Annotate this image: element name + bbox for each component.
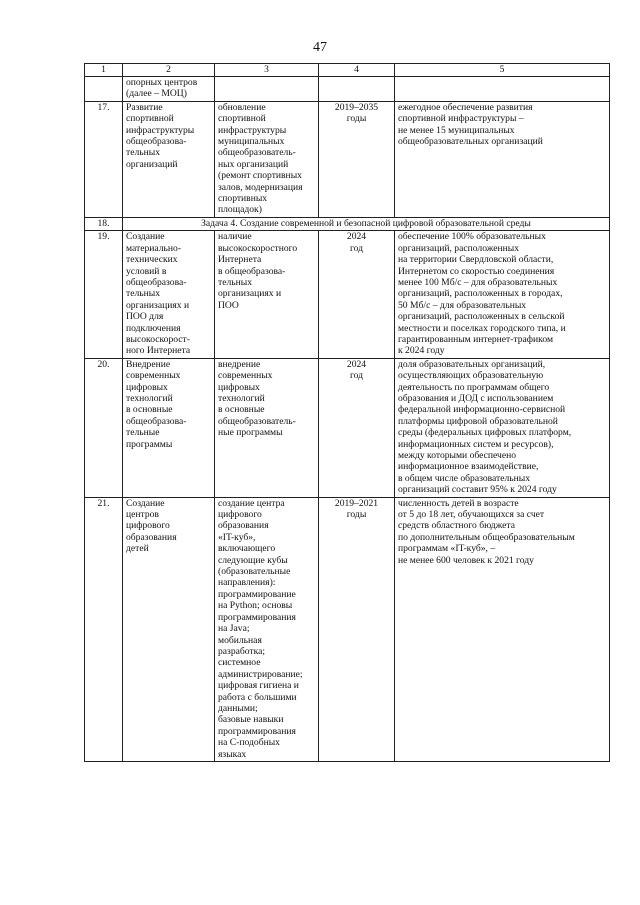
header-row: [85, 64, 610, 77]
text-line: программам «IT-куб», –: [398, 543, 496, 555]
text-line: между которыми обеспечено: [398, 450, 517, 461]
text-line: языках: [218, 748, 247, 760]
text-line: центров: [126, 509, 159, 521]
page-number: 47: [313, 40, 327, 55]
text-line: по дополнительным общеобразовательным: [398, 531, 575, 543]
table-row: [85, 231, 610, 358]
text-line: годы: [346, 509, 367, 521]
row-number: 21.: [85, 497, 123, 761]
text-line: программирования: [218, 611, 296, 623]
row-result: [395, 231, 610, 358]
col-header-3: 3: [215, 64, 319, 77]
plan-table: [84, 63, 610, 762]
text-line: общеобразова-: [126, 276, 187, 288]
text-line: Создание: [126, 231, 165, 243]
text-line: 2024: [346, 231, 367, 243]
text-line: организаций: [126, 158, 178, 170]
text-line: базовые навыки: [218, 714, 284, 726]
text-line: современных: [218, 370, 273, 382]
text-line: обеспечение 100% образовательных: [398, 231, 546, 243]
cont-result: [395, 77, 610, 102]
text-line: программирования: [218, 725, 296, 737]
text-line: гарантированным интернет-трафиком: [398, 333, 554, 345]
text-line: ПОО для: [126, 311, 164, 323]
text-line: общеобразователь-: [218, 147, 296, 159]
text-line: не менее 15 муниципальных: [398, 124, 515, 136]
text-line: общеобразова-: [126, 136, 187, 148]
text-line: ежегодное обеспечение развития: [398, 101, 533, 113]
text-line: организаций, расположенных в городах,: [398, 288, 563, 300]
text-line: цифрового: [218, 509, 262, 521]
text-line: информационное взаимодействие,: [398, 461, 539, 473]
text-line: детей: [126, 543, 149, 555]
text-line: численность детей в возрасте: [398, 497, 519, 509]
text-line: работа с большими: [218, 691, 297, 703]
row-years: [319, 358, 395, 497]
text-line: в основные: [218, 404, 265, 416]
text-line: на территории Свердловской области,: [398, 254, 554, 266]
text-line: Развитие: [126, 101, 163, 113]
text-line: данными;: [218, 702, 258, 714]
text-line: в основные: [126, 404, 173, 416]
text-line: технологий: [126, 392, 173, 404]
text-line: осуществляющих образовательную: [398, 370, 544, 382]
row-number: 17.: [85, 101, 123, 217]
text-line: 2019–2035: [334, 101, 379, 113]
text-line: материально-: [126, 242, 182, 254]
text-line: общеобразовательных организаций: [398, 136, 543, 148]
text-line: тельных: [218, 276, 252, 288]
task-row: [85, 217, 610, 230]
text-line: высокоскорост-: [126, 333, 190, 345]
text-line: площадок): [218, 204, 262, 216]
col-header-2: 2: [123, 64, 215, 77]
text-line: системное: [218, 657, 261, 669]
text-line: 50 Мб/с – для образовательных: [398, 299, 527, 311]
text-line: на Java;: [218, 623, 250, 635]
text-line: технологий: [218, 392, 265, 404]
col-header-5: 5: [395, 64, 610, 77]
text-line: организациях и: [218, 288, 282, 300]
row-number: 20.: [85, 358, 123, 497]
text-line: обновление: [218, 101, 266, 113]
text-line: от 5 до 18 лет, обучающихся за счет: [398, 509, 545, 521]
text-line: современных: [126, 370, 181, 382]
cont-num: [85, 77, 123, 102]
text-line: спортивной: [218, 113, 266, 125]
continuation-row: [85, 77, 610, 102]
text-line: тельных: [126, 147, 160, 159]
task-title: Задача 4. Создание современной и безопасной цифровой образовательной среды: [123, 217, 610, 230]
row-number: 19.: [85, 231, 123, 358]
text-line: создание центра: [218, 497, 285, 509]
text-line: (далее – МОЦ): [126, 88, 187, 100]
text-line: общеобразователь-: [218, 415, 296, 427]
text-line: среды (федеральных цифровых платформ,: [398, 427, 572, 439]
text-line: организаций, расположенных: [398, 242, 520, 254]
text-line: технических: [126, 254, 178, 266]
row-years: [319, 231, 395, 358]
task-number: 18.: [85, 217, 123, 230]
text-line: в общем числе образовательных: [398, 472, 531, 484]
col-header-4: 4: [319, 64, 395, 77]
text-line: администрирование;: [218, 668, 303, 680]
text-line: тельные: [126, 427, 160, 439]
row-name: [123, 358, 215, 497]
text-line: образования: [126, 531, 177, 543]
text-line: к 2024 году: [398, 345, 445, 357]
text-line: следующие кубы: [218, 554, 288, 566]
text-line: (образовательные: [218, 566, 291, 578]
cont-name: [123, 77, 215, 102]
text-line: подключения: [126, 322, 181, 334]
row-activity: [215, 358, 319, 497]
row-result: [395, 497, 610, 761]
text-line: на Python; основы: [218, 600, 293, 612]
text-line: спортивной инфраструктуры –: [398, 113, 524, 125]
row-years: [319, 497, 395, 761]
text-line: организациях и: [126, 299, 190, 311]
text-line: ных организаций: [218, 158, 289, 170]
text-line: Интернетом со скоростью соединения: [398, 265, 555, 277]
text-line: доля образовательных организаций,: [398, 358, 546, 370]
text-line: высокоскоростного: [218, 242, 298, 254]
text-line: Интернета: [218, 254, 262, 266]
row-activity: [215, 231, 319, 358]
text-line: цифрового: [126, 520, 170, 532]
text-line: общеобразова-: [126, 415, 187, 427]
text-line: спортивных: [218, 193, 268, 205]
text-line: средств областного бюджета: [398, 520, 515, 532]
text-line: годы: [346, 113, 367, 125]
text-line: Внедрение: [126, 358, 171, 370]
row-activity: [215, 101, 319, 217]
text-line: менее 100 Мб/с – для образовательных: [398, 276, 558, 288]
table-row: [85, 101, 610, 217]
text-line: ПОО: [218, 299, 239, 311]
text-line: деятельность по программам общего: [398, 381, 550, 393]
text-line: включающего: [218, 543, 276, 555]
text-line: информационных систем и ресурсов),: [398, 438, 554, 450]
text-line: внедрение: [218, 358, 261, 370]
text-line: (ремонт спортивных: [218, 170, 302, 182]
text-line: спортивной: [126, 113, 174, 125]
text-line: организаций, расположенных в сельской: [398, 311, 565, 323]
text-line: тельных: [126, 288, 160, 300]
text-line: программы: [126, 438, 173, 450]
row-years: [319, 101, 395, 217]
row-name: [123, 497, 215, 761]
text-line: залов, модернизация: [218, 181, 303, 193]
text-line: образования и ДОД с использованием: [398, 392, 554, 404]
text-line: мобильная: [218, 634, 262, 646]
cont-years: [319, 77, 395, 102]
text-line: программирование: [218, 588, 296, 600]
text-line: цифровых: [126, 381, 168, 393]
text-line: «IT-куб»,: [218, 531, 256, 543]
text-line: 2024: [346, 358, 367, 370]
text-line: на С-подобных: [218, 737, 280, 749]
text-line: инфраструктуры: [218, 124, 287, 136]
row-name: [123, 231, 215, 358]
text-line: организаций составит 95% к 2024 году: [398, 484, 557, 496]
text-line: опорных центров: [126, 77, 198, 88]
text-line: цифровая гигиена и: [218, 680, 299, 692]
text-line: образования: [218, 520, 269, 532]
text-line: ного Интернета: [126, 345, 191, 357]
text-line: Создание: [126, 497, 165, 509]
table-row: [85, 358, 610, 497]
cont-activity: [215, 77, 319, 102]
text-line: местности и поселках городского типа, и: [398, 322, 566, 334]
text-line: наличие: [218, 231, 252, 243]
row-result: [395, 358, 610, 497]
text-line: в общеобразова-: [218, 265, 286, 277]
row-activity: [215, 497, 319, 761]
text-line: разработка;: [218, 645, 266, 657]
table-row: [85, 497, 610, 761]
text-line: направления):: [218, 577, 276, 589]
row-name: [123, 101, 215, 217]
text-line: федеральной информационно-сервисной: [398, 404, 566, 416]
text-line: условий в: [126, 265, 167, 277]
text-line: платформы цифровой образовательной: [398, 415, 558, 427]
text-line: 2019–2021: [334, 497, 379, 509]
text-line: инфраструктуры: [126, 124, 195, 136]
text-line: ные программы: [218, 427, 283, 439]
text-line: цифровых: [218, 381, 260, 393]
text-line: муниципальных: [218, 136, 285, 148]
text-line: год: [349, 370, 364, 382]
row-result: [395, 101, 610, 217]
text-line: не менее 600 человек к 2021 году: [398, 554, 534, 566]
text-line: год: [349, 242, 364, 254]
col-header-1: 1: [85, 64, 123, 77]
